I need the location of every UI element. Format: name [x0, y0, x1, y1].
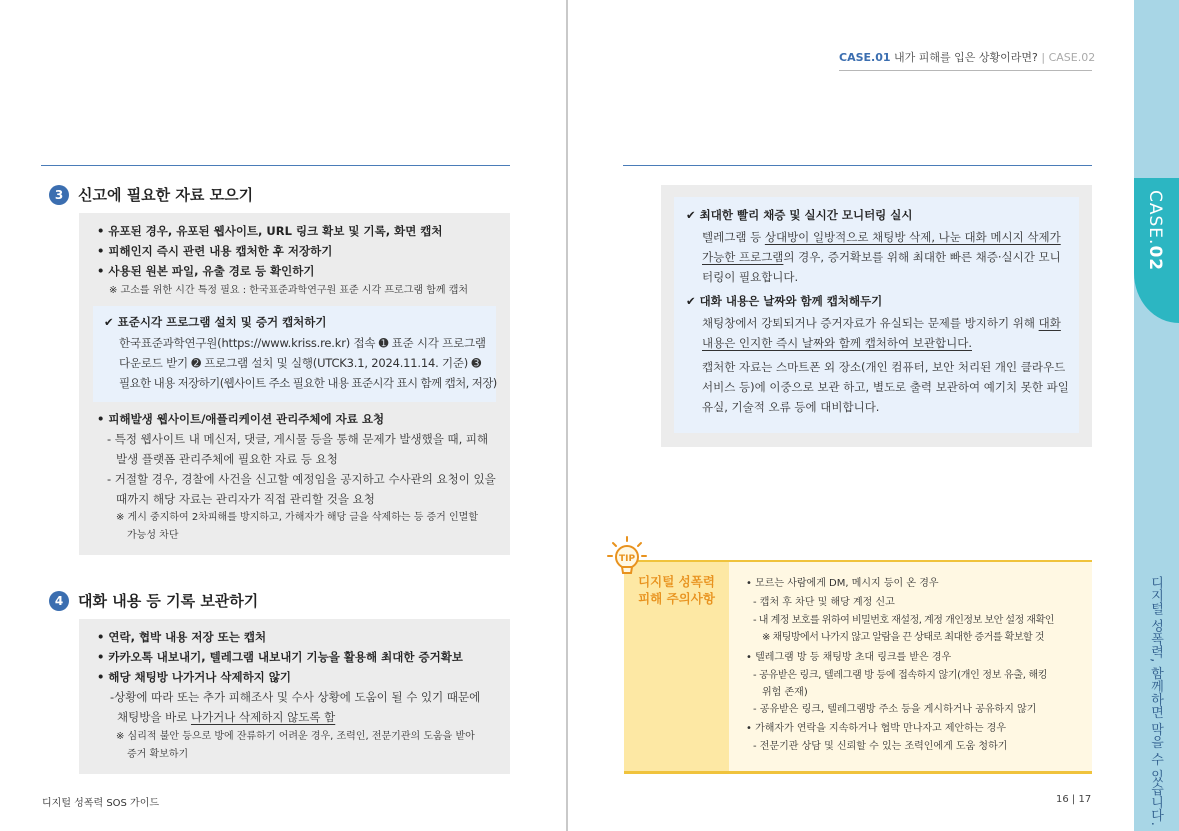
section-number-badge: 3	[49, 185, 69, 205]
evidence-text: 서비스 등)에 이중으로 보관 하고, 별도로 출력 보관하여 예기치 못한 파일	[702, 380, 1069, 394]
tip-line: - 캡처 후 차단 및 해당 계정 신고	[753, 597, 895, 608]
tip-line: • 텔레그램 방 등 채팅방 초대 링크를 받은 경우	[746, 652, 952, 663]
footer-guide-title: 디지털 성폭력 SOS 가이드	[42, 798, 160, 809]
evidence-text: 내용은 인지한 즉시 날짜와 함께 캡처하여 보관합니다.	[702, 336, 972, 350]
evidence-text: 캡처한 자료는 스마트폰 외 장소(개인 컴퓨터, 보안 처리된 개인 클라우드	[702, 360, 1066, 374]
tip-line: • 모르는 사람에게 DM, 메시지 등이 온 경우	[746, 578, 939, 589]
bullet-item: • 해당 채팅방 나가거나 삭제하지 않기	[97, 670, 292, 684]
evidence-text: 가능한 프로그램의 경우, 증거확보를 위해 최대한 빠른 채증·실시간 모니	[702, 250, 1061, 264]
underlined-emphasis: 나가거나 삭제하지 않도록 함	[190, 710, 336, 724]
bullet-item: • 연락, 협박 내용 저장 또는 캡처	[97, 630, 267, 644]
right-top-rule	[623, 165, 1092, 166]
evidence-text: 터링이 필요합니다.	[702, 270, 799, 284]
tip-line: 위험 존재)	[762, 687, 808, 698]
bullet-item: • 피해발생 웹사이트/애플리케이션 관리주체에 자료 요청	[97, 412, 385, 426]
standard-time-line: 필요한 내용 저장하기(웹사이트 주소 필요한 내용 표준시각 표시 함께 캡처, 저장)	[119, 376, 497, 390]
page-spine	[566, 0, 568, 831]
case-01-label: CASE.01	[839, 51, 891, 64]
section-3-box	[79, 213, 510, 555]
standard-time-box	[93, 306, 496, 402]
standard-time-line: 한국표준과학연구원(https://www.kriss.re.kr) 접속 ➊ 표준 시각 프로그램	[119, 336, 486, 350]
bullet-item: • 피해인지 즉시 관련 내용 캡처한 후 저장하기	[97, 244, 333, 258]
standard-time-line: 다운로드 받기 ➋ 프로그램 설치 및 실행(UTCK3.1, 2024.11.14. 기준) ➌	[119, 356, 481, 370]
note-text: ※ 게시 중지하여 2차피해를 방지하고, 가해자가 해당 글을 삭제하는 등 증거 인멸할	[116, 512, 479, 523]
section-4-heading	[49, 590, 258, 611]
bullet-item: • 사용된 원본 파일, 유출 경로 등 확인하기	[97, 264, 315, 278]
sub-item: 채팅방을 바로 나가거나 삭제하지 않도록 함	[117, 710, 336, 724]
section-4-box	[79, 619, 510, 774]
evidence-text: 유실, 기술적 오류 등에 대비합니다.	[702, 400, 880, 414]
tip-line: • 가해자가 연락을 지속하거나 협박 만나자고 제안하는 경우	[746, 723, 1006, 734]
case-tab-label: CASE.02	[1145, 190, 1165, 272]
bullet-item: • 카카오톡 내보내기, 텔레그램 내보내기 기능을 활용해 최대한 증거확보	[97, 650, 463, 664]
evidence-item-title: ✔ 대화 내용은 날짜와 함께 캡처해두기	[686, 294, 883, 308]
evidence-box	[661, 185, 1092, 447]
note-text: ※ 고소를 위한 시간 특정 필요 : 한국표준과학연구원 표준 시각 프로그램 함께 캡처	[109, 285, 469, 296]
note-text: ※ 심리적 불안 등으로 방에 잔류하기 어려운 경우, 조력인, 전문기관의 도움을 받아	[116, 731, 475, 742]
section-3-heading	[49, 184, 253, 205]
sub-item: 발생 플랫폼 관리주체에 필요한 자료 등 요청	[116, 452, 338, 466]
tip-line: - 공유받은 링크, 텔레그램 방 등에 접속하지 않기(개인 정보 유출, 해킹	[753, 670, 1048, 681]
tip-label: 디지털 성폭력 피해 주의사항	[638, 574, 715, 606]
note-text: 가능성 차단	[127, 530, 179, 541]
tip-line: - 내 계정 보호를 위하여 비밀번호 재설정, 계정 개인정보 보안 설정 재확인	[753, 615, 1054, 626]
evidence-inner-box	[674, 197, 1079, 433]
sub-item: - 특정 웹사이트 내 메신저, 댓글, 게시물 등을 통해 문제가 발생했을 때, 피해	[107, 432, 489, 446]
tip-list	[729, 561, 1092, 771]
sub-item: 때까지 해당 자료는 관리자가 직접 관리할 것을 요청	[116, 492, 375, 506]
tip-line: - 전문기관 상담 및 신뢰할 수 있는 조력인에게 도움 청하기	[753, 741, 1008, 752]
sidebar-slogan: 디지털 성폭력, 함께하면 막을 수 있습니다.	[1148, 576, 1163, 826]
evidence-item-title: ✔ 최대한 빨리 채증 및 실시간 모니터링 실시	[686, 208, 913, 222]
tip-line: ※ 채팅방에서 나가지 않고 알람을 끈 상태로 최대한 증거를 확보할 것	[762, 632, 1044, 643]
header-rule	[839, 70, 1092, 71]
sub-item: - 거절할 경우, 경찰에 사건을 신고할 예정임을 공지하고 수사관의 요청이 있을	[107, 472, 496, 486]
tip-bottom-border	[624, 771, 1092, 774]
sub-item: -상황에 따라 또는 추가 피해조사 및 수사 상황에 도움이 될 수 있기 때문에	[110, 690, 481, 704]
section-title: 신고에 필요한 자료 모으기	[78, 186, 254, 204]
case-02-label: CASE.02	[1048, 51, 1096, 64]
note-text: 증거 확보하기	[127, 749, 189, 760]
section-number-badge: 4	[49, 591, 69, 611]
evidence-text: 채팅창에서 강퇴되거나 증거자료가 유실되는 문제를 방지하기 위해 대화	[702, 316, 1061, 330]
evidence-text: 텔레그램 등 상대방이 일방적으로 채팅방 삭제, 나눈 대화 메시지 삭제가	[702, 230, 1061, 244]
section-title: 대화 내용 등 기록 보관하기	[78, 592, 259, 610]
case-01-text: 내가 피해를 입은 상황이라면?	[890, 51, 1038, 64]
standard-time-title: ✔ 표준시각 프로그램 설치 및 증거 캡처하기	[104, 315, 327, 329]
case-header: CASE.01 내가 피해를 입은 상황이라면? | CASE.02	[839, 51, 1096, 64]
page-numbers: 16 | 17	[1056, 794, 1092, 805]
tip-badge: TIP	[618, 554, 636, 564]
left-top-rule	[41, 165, 510, 166]
tip-line: - 공유받은 링크, 텔레그램방 주소 등을 게시하거나 공유하지 않기	[753, 704, 1037, 715]
bullet-item: • 유포된 경우, 유포된 웹사이트, URL 링크 확보 및 기록, 화면 캡처	[97, 224, 443, 238]
